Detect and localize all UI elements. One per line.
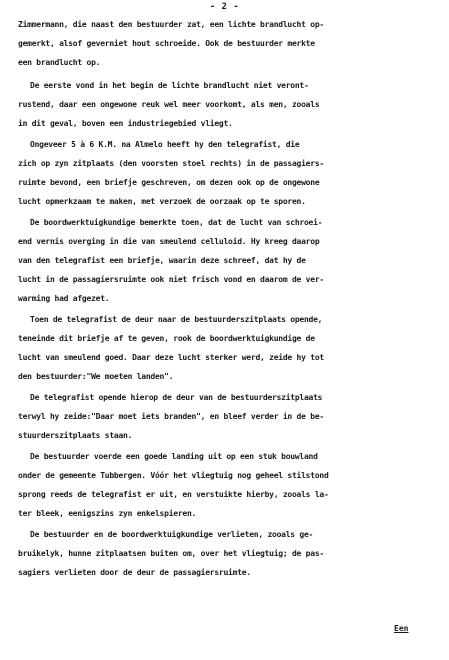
text-line: warming had afgezet. xyxy=(18,294,110,303)
text-line: Toen de telegrafist de deur naar de bestuurderszitplaats opende, xyxy=(30,315,323,324)
page-number: - 2 - xyxy=(209,2,240,12)
text-line: De telegrafist opende hierop de deur van de bestuurderszitplaats xyxy=(30,393,323,402)
text-line: lucht van smeulend goed. Daar deze lucht sterker werd, zeide hy tot xyxy=(18,353,324,362)
text-line: van den telegrafist een briefje, waarin deze schreef, dat hy de xyxy=(18,256,306,265)
text-line: terwyl hy zeide:"Daar moet iets branden", en bleef verder in de be- xyxy=(18,412,324,421)
text-line: De bestuurder voerde een goede landing uit op een stuk bouwland xyxy=(30,452,318,461)
catchword: Een xyxy=(394,624,409,633)
text-line: end vernis overging in die van smeulend celluloid. Hy kreeg daarop xyxy=(18,237,320,246)
text-line: teneinde dit briefje af te geven, rook de boordwerktuigkundige de xyxy=(18,334,315,343)
text-line: De bestuurder en de boordwerktuigkundige verlieten, zooals ge- xyxy=(30,530,314,539)
text-line: Zimmermann, die naast den bestuurder zat, een lichte brandlucht op- xyxy=(18,20,324,29)
document-body xyxy=(18,20,446,577)
text-line: onder de gemeente Tubbergen. Vóór het vliegtuig nog geheel stilstond xyxy=(18,471,329,480)
text-line: ter bleek, eenigszins zyn enkelspieren. xyxy=(18,509,197,518)
text-line: Ongeveer 5 à 6 K.M. na Almelo heeft hy den telegrafist, die xyxy=(30,140,300,149)
text-line: lucht in de passagiersruimte ook niet frisch vond en daarom de ver- xyxy=(18,275,324,284)
text-line: sagiers verlieten door de deur de passagiersruimte. xyxy=(18,568,251,577)
text-line: een brandlucht op. xyxy=(18,58,101,67)
text-line: De eerste vond in het begin de lichte brandlucht niet veront- xyxy=(30,81,309,90)
text-line: gemerkt, alsof geverniet hout schroeide. Ook de bestuurder merkte xyxy=(18,39,315,48)
text-line: sprong reeds de telegrafist er uit, en verstuikte hierby, zooals la- xyxy=(18,490,329,499)
text-line: rustend, daar een ongewone reuk wel meer voorkomt, als men, zooals xyxy=(18,100,320,109)
text-line: stuurderszitplaats staan. xyxy=(18,431,133,440)
text-line: zich op zyn zitplaats (den voorsten stoel rechts) in de passagiers- xyxy=(18,159,324,168)
text-line: in dit geval, boven een industriegebied vliegt. xyxy=(18,119,233,128)
text-line: bruikelyk, hunne zitplaatsen buiten om, over het vliegtuig; de pas- xyxy=(18,549,324,558)
text-line: ruimte bevond, een briefje geschreven, om dezen ook op de ongewone xyxy=(18,178,320,187)
text-line: De boordwerktuigkundige bemerkte toen, dat de lucht van schroei- xyxy=(30,218,323,227)
text-line: den bestuurder:"We moeten landen". xyxy=(18,372,174,381)
text-line: lucht opmerkzaam te maken, met verzoek de oorzaak op te sporen. xyxy=(18,197,306,206)
